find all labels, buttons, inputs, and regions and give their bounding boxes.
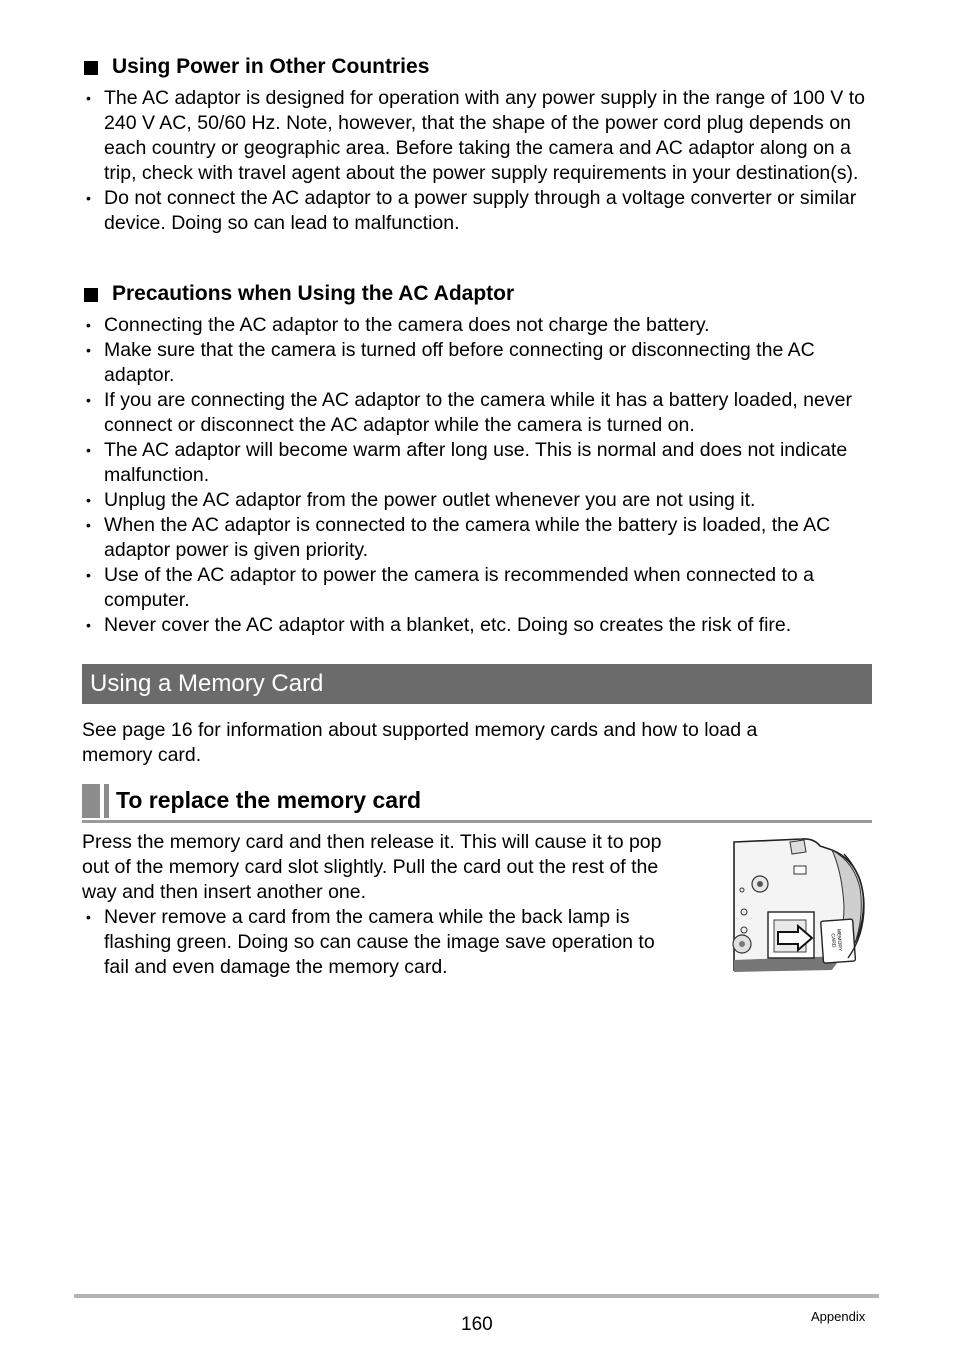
list-item: • Do not connect the AC adaptor to a power supply through a voltage converter or similar device. Doing so can lead to malfunction. [84,186,874,236]
list-item: • Unplug the AC adaptor from the power outlet whenever you are not using it. [84,488,874,513]
list-item: • Make sure that the camera is turned off before connecting or disconnecting the AC adaptor. [84,338,874,388]
list-item: • When the AC adaptor is connected to the camera while the battery is loaded, the AC adaptor power is given priority. [84,513,874,563]
subheading-replace-card [82,782,872,823]
warning-line: flashing green. Doing so can cause the image save operation to [104,931,655,953]
subheading-text: To replace the memory card [116,787,422,813]
memory-intro [82,718,757,768]
intro-line: See page 16 for information about supported memory cards and how to load a [82,719,758,741]
banner-text: Using a Memory Card [90,670,324,697]
heading-text: Precautions when Using the AC Adaptor [112,282,515,305]
replace-body [82,830,662,905]
camera-memory-card-illustration [732,836,870,974]
list-item: • Never cover the AC adaptor with a blanket, etc. Doing so creates the risk of fire. [84,613,874,638]
list-item: • The AC adaptor is designed for operation with any power supply in the range of 100 V to 240 V AC, 50/60 Hz. Note, however, that the shape of the power cord plug depends on each country or geographic area. Before taking the camera and AC adaptor along on a trip, check with travel agent about the power supply requirements in your destination(s). [84,86,874,186]
replace-warning [84,905,655,980]
heading-power-other-countries [84,55,429,79]
precaution-bullets [84,313,874,638]
body-line: way and then insert another one. [82,881,367,903]
list-item: • The AC adaptor will become warm after long use. This is normal and does not indicate malfunction. [84,438,874,488]
footer-rule [74,1294,879,1298]
card-label: CARD [829,933,837,948]
list-item: • Use of the AC adaptor to power the camera is recommended when connected to a computer. [84,563,874,613]
bullet-dot-icon: • [86,909,91,925]
list-item: • Connecting the AC adaptor to the camera does not charge the battery. [84,313,874,338]
body-line: Press the memory card and then release it. This will cause it to pop [82,831,662,853]
heading-bars-icon [82,784,111,818]
card-label: MEMORY [835,928,843,952]
power-bullets [84,86,874,236]
intro-line: memory card. [82,744,202,766]
square-bullet-icon [84,288,98,302]
section-banner-memory-card [82,664,872,704]
section-label: Appendix [811,1309,866,1324]
warning-line: Never remove a card from the camera while the back lamp is [104,906,630,928]
heading-text: Using Power in Other Countries [112,55,430,78]
list-item: • If you are connecting the AC adaptor to the camera while it has a battery loaded, never connect or disconnect the AC adaptor while the camera is turned on. [84,388,874,438]
page-number: 160 [461,1314,493,1335]
heading-ac-precautions [84,282,514,306]
square-bullet-icon [84,61,98,75]
body-line: out of the memory card slot slightly. Pull the card out the rest of the [82,856,659,878]
warning-line: fail and even damage the memory card. [104,956,448,978]
